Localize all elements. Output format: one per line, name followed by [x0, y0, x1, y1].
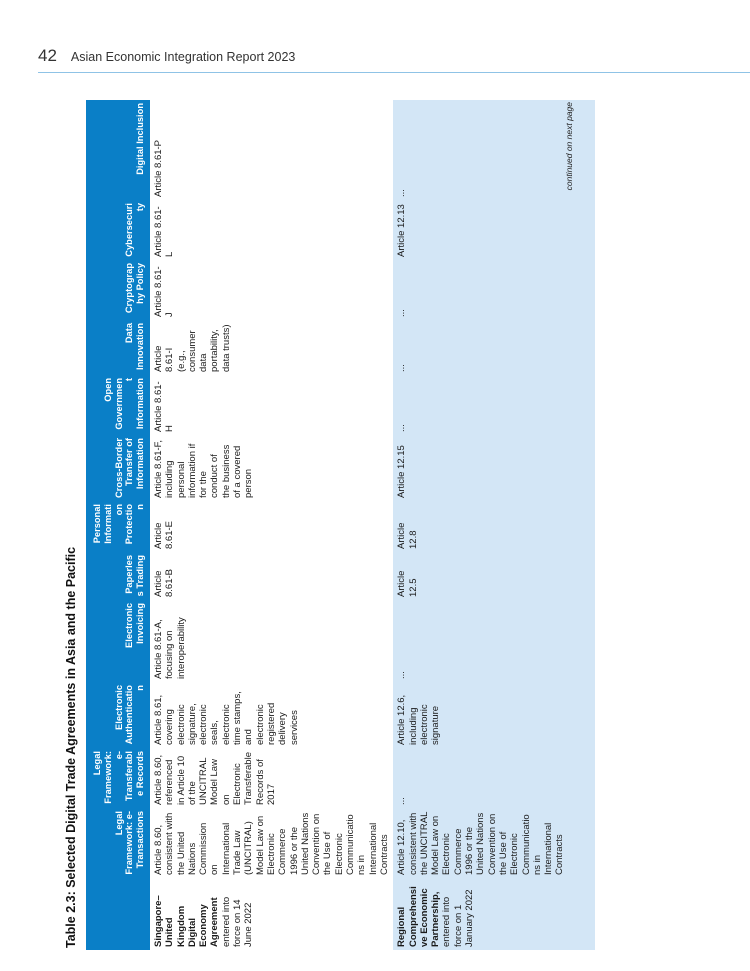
table-cell: Article 8.61-A, focusing on interoperability: [153, 617, 187, 679]
table-row: [393, 100, 595, 950]
table-cell: Article 8.61-P: [153, 139, 164, 197]
header-e-transactions: Legal Framework: e-Transactions: [86, 808, 150, 878]
table-cell: Article 8.60, referenced in Article 10 of the UNCITRAL Model Law on Electronic Transferable Records of 2017: [153, 752, 277, 805]
table-cell: ...: [396, 364, 408, 372]
header-cross-border-transfer: Cross-Border Transfer of Information: [86, 435, 150, 501]
header-open-government-information: Open Government Information: [86, 375, 150, 435]
digital-trade-agreements-table: [86, 100, 595, 950]
table-cell: Article 8.61-J: [153, 266, 176, 317]
page-number: 42: [38, 46, 57, 65]
header-paperless-trading: Paperless Trading: [86, 552, 150, 600]
table-cell: Article 12.8: [396, 522, 419, 549]
table-cell: Article 12.10, consistent with the UNCITRAL Model Law on Electronic Commerce 1996 or the United Nations Convention on the Use of Electronic Communications in International Contracts: [396, 812, 566, 875]
table-header-row: [86, 100, 150, 950]
agreement-note: entered into force on 1 January 2022: [441, 889, 476, 947]
report-title: Asian Economic Integration Report 2023: [70, 50, 296, 64]
agreement-cell: [393, 878, 595, 950]
table-cell: Article 8.61-B: [153, 569, 176, 597]
agreement-name: Regional Comprehensive Economic Partnership,: [396, 886, 442, 947]
table-cell: ...: [396, 189, 408, 197]
table-cell: ...: [396, 797, 408, 805]
agreement-name: Singapore–United Kingdom Digital Economy Agreement: [153, 895, 221, 947]
table-title: Table 2.3: Selected Digital Trade Agreements in Asia and the Pacific: [64, 546, 78, 948]
table-cell: Article 12.13: [396, 204, 408, 257]
header-data-innovation: Data Innovation: [86, 320, 150, 375]
header-electronic-authentication: Electronic Authentication: [86, 682, 150, 748]
header-electronic-invoicing: Electronic Invoicing: [86, 600, 150, 682]
table-cell: ...: [396, 424, 408, 432]
header-cryptography-policy: Cryptography Policy: [86, 260, 150, 320]
table-cell: Article 8.61-H: [153, 381, 176, 432]
table-cell: Article 12.5: [396, 570, 419, 597]
rotated-table-block: [60, 100, 750, 950]
header-cybersecurity: Cybersecurity: [86, 200, 150, 260]
table-cell: ...: [396, 671, 408, 679]
table-row: [150, 100, 393, 950]
agreement-cell: [150, 878, 393, 950]
table-cell: Article 8.61-I (e.g., consumer data portability, data trusts): [153, 324, 232, 372]
table-cell: Article 8.61-L: [153, 206, 176, 257]
table-cell: Article 8.61-F, including personal information if for the conduct of the business of a covered person: [153, 439, 255, 498]
table-cell: Article 8.61-E: [153, 521, 176, 549]
continued-note: continued on next page: [564, 102, 574, 191]
header-divider: [38, 72, 750, 73]
header-personal-information-protection: Personal Information Protection: [86, 501, 150, 552]
table-cell: Article 12.15: [396, 445, 408, 498]
table-cell: Article 12.6, including electronic signature: [396, 694, 442, 745]
header-digital-inclusion: Digital Inclusion: [86, 100, 150, 200]
table-container: [86, 100, 574, 950]
header-e-transferable-records: Legal Framework: e-Transferable Records: [86, 748, 150, 808]
agreement-note: entered into force on 14 June 2022: [220, 896, 255, 947]
table-cell: Article 8.60, consistent with the United Nations Commission on International Trade Law (UNCITRAL) Model Law on Electronic Commerce 1996 or the United Nations Convention on the Use of Electronic Communications in International Contracts: [153, 812, 390, 875]
header-agreement: [86, 878, 150, 950]
table-cell: ...: [396, 309, 408, 317]
page-header: [38, 46, 295, 66]
table-cell: Article 8.61, covering electronic signature, electronic seals, electronic time stamps, and electronic registered delivery services: [153, 691, 300, 745]
